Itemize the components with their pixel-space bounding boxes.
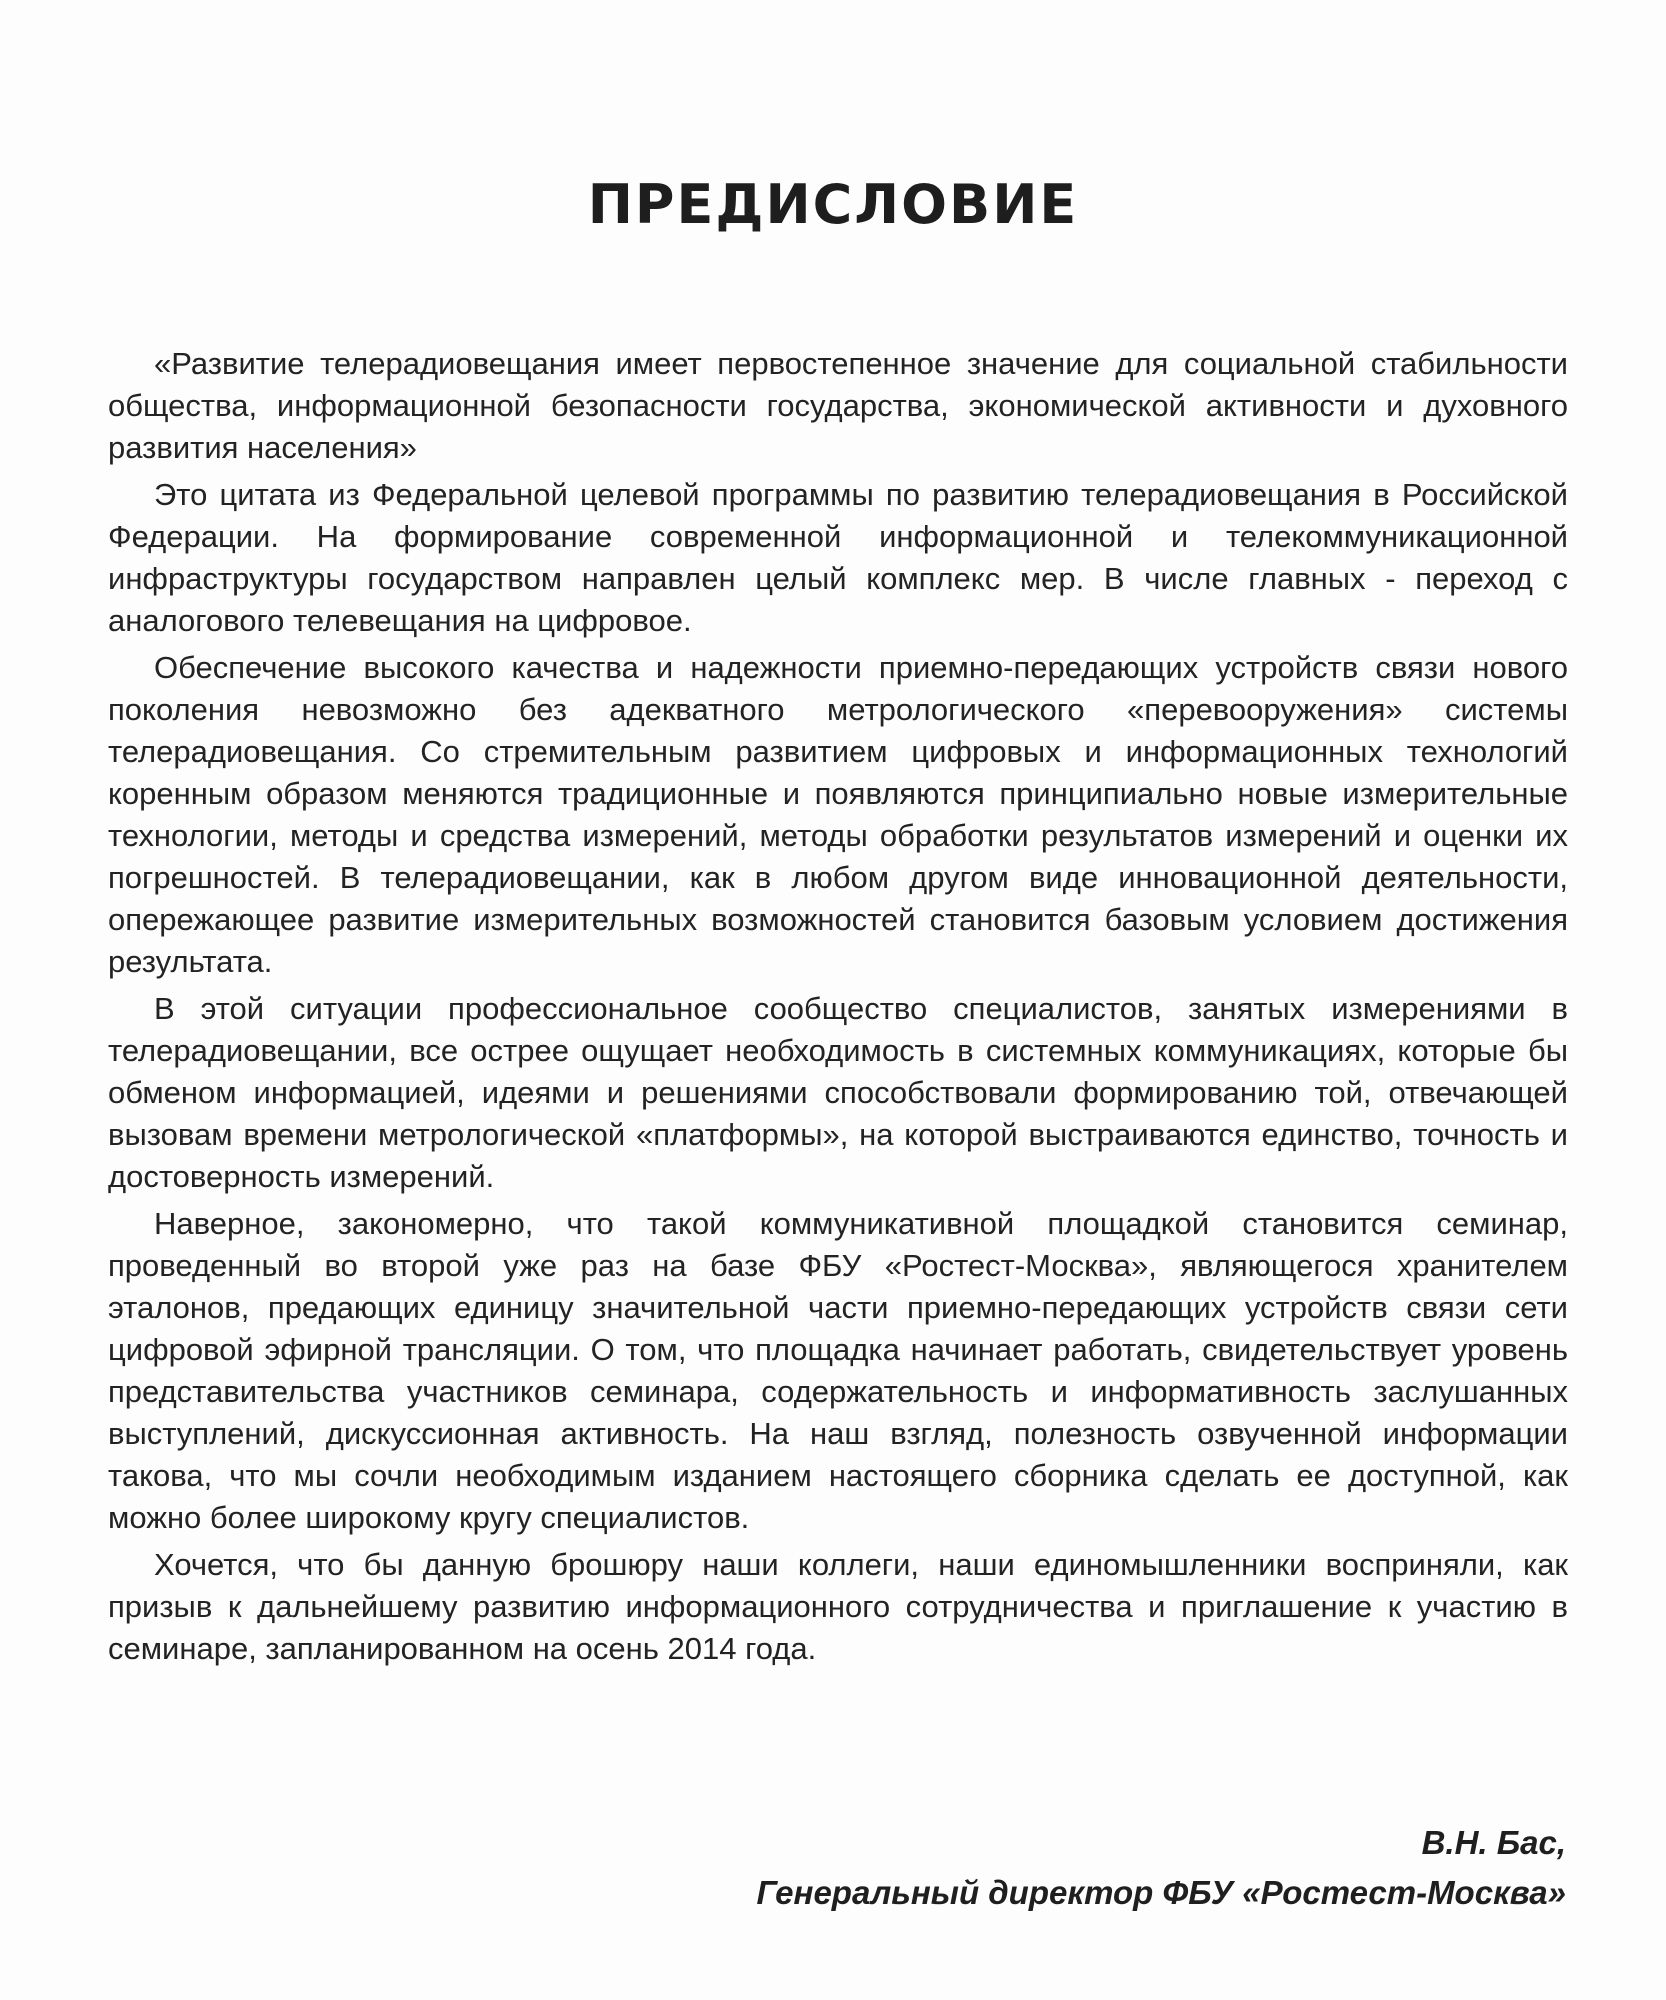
paragraph-quote: «Развитие телерадиовещания имеет первостепенное значение для социальной стабильности общества, информационной безопасности государства, экономической активности и духовного развития населения» — [108, 346, 1568, 465]
preface-body — [108, 343, 1568, 1675]
paragraph-invitation: Хочется, что бы данную брошюру наши коллеги, наши единомышленники восприняли, как призыв к дальнейшему развитию информационного сотрудничества и приглашение к участию в семинаре, запланированном на осень 2014 года. — [108, 1547, 1568, 1666]
signature-position: Генеральный директор ФБУ «Ростест-Москва» — [756, 1874, 1566, 1911]
signature-name: В.Н. Бас, — [1421, 1824, 1566, 1861]
paragraph-seminar: Наверное, закономерно, что такой коммуникативной площадкой становится семинар, проведенный во второй уже раз на базе ФБУ «Ростест-Москва», являющегося хранителем эталонов, предающих единицу значительной части приемно-передающих устройств связи сети цифровой эфирной трансляции. О том, что площадка начинает работать, свидетельствует уровень представительства участников семинара, содержательность и информативность заслушанных выступлений, дискуссионная активность. На наш взгляд, полезность озвученной информации такова, что мы сочли необходимым изданием настоящего сборника сделать ее доступной, как можно более широкому кругу специалистов. — [108, 1206, 1568, 1535]
signature-block — [757, 1818, 1566, 1918]
paragraph-program: Это цитата из Федеральной целевой программы по развитию телерадиовещания в Российской Федерации. На формирование современной информационной и телекоммуникационной инфраструктуры государством направлен целый комплекс мер. В числе главных - переход с аналогового телевещания на цифровое. — [108, 477, 1568, 638]
paragraph-community: В этой ситуации профессиональное сообщество специалистов, занятых измерениями в телерадиовещании, все острее ощущает необходимость в системных коммуникациях, которые бы обменом информацией, идеями и решениями способствовали формированию той, отвечающей вызовам времени метрологической «платформы», на которой выстраиваются единство, точность и достоверность измерений. — [108, 991, 1568, 1194]
paragraph-metrology: Обеспечение высокого качества и надежности приемно-передающих устройств связи нового поколения невозможно без адекватного метрологического «перевооружения» системы телерадиовещания. Со стремительным развитием цифровых и информационных технологий коренным образом меняются традиционные и появляются принципиально новые измерительные технологии, методы и средства измерений, методы обработки результатов измерений и оценки их погрешностей. В телерадиовещании, как в любом другом виде инновационной деятельности, опережающее развитие измерительных возможностей становится базовым условием достижения результата. — [108, 650, 1568, 979]
page-title: ПРЕДИСЛОВИЕ — [587, 173, 1079, 236]
